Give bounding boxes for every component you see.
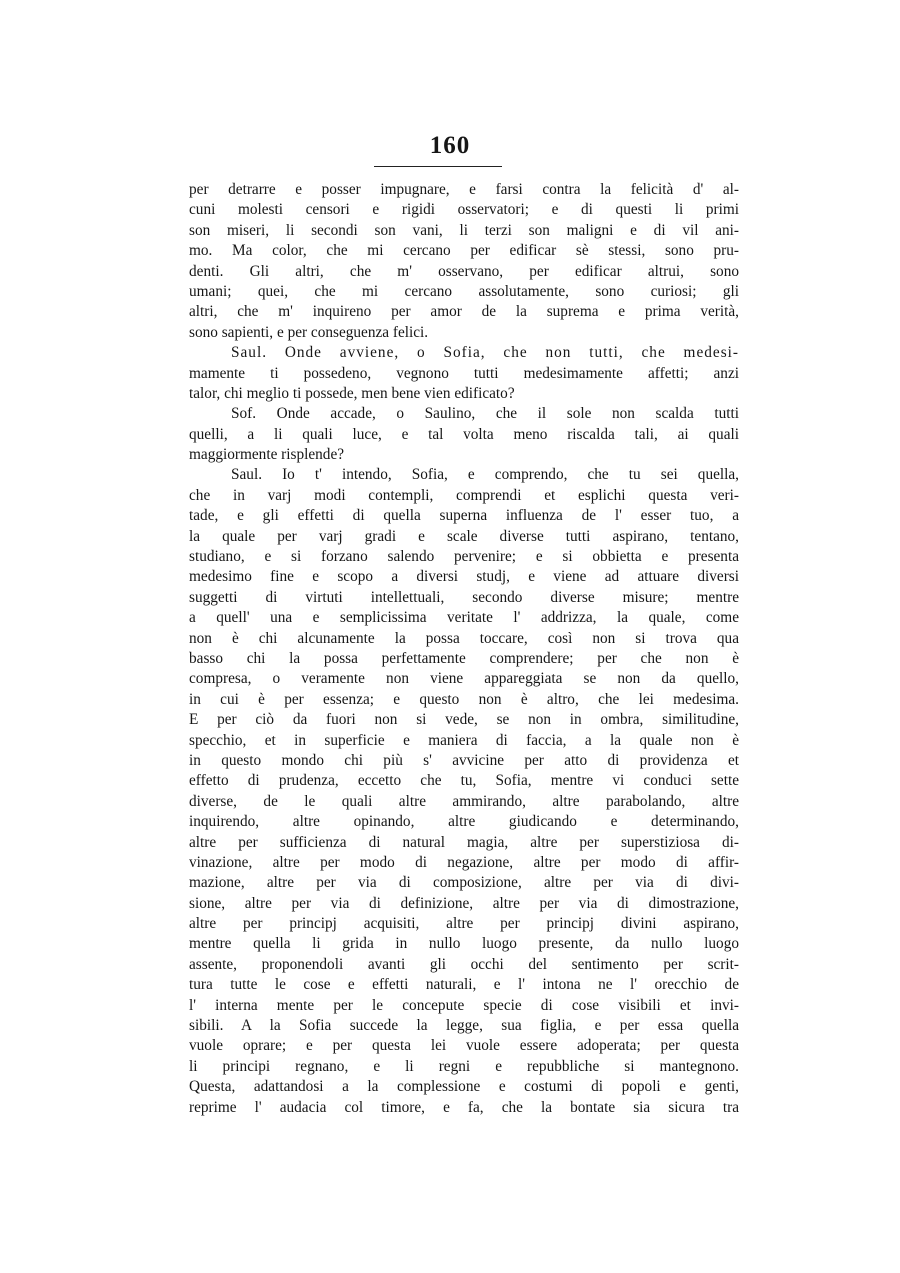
text-line: non è chi alcunamente la possa toccare, così non si trova qua	[189, 629, 739, 647]
text-line: sione, altre per via di definizione, altre per via di dimostrazione,	[189, 894, 739, 912]
text-line: maggiormente risplende?	[189, 446, 345, 464]
text-line: E per ciò da fuori non si vede, se non in ombra, similitudine,	[189, 711, 739, 729]
text-line: tura tutte le cose e effetti naturali, e l' intona ne l' orecchio de	[189, 976, 739, 994]
text-line: la quale per varj gradi e scale diverse tutti aspirano, tentano,	[189, 527, 739, 545]
text-line: studiano, e si forzano salendo pervenire; e si obbietta e presenta	[189, 548, 739, 566]
speaker-line: Sof. Onde accade, o Saulino, che il sole non scalda tutti	[231, 405, 739, 423]
text-line: sono sapienti, e per conseguenza felici.	[189, 323, 429, 341]
text-line: quelli, a li quali luce, e tal volta meno riscalda tali, ai quali	[189, 425, 739, 443]
body-text	[189, 180, 739, 1118]
text-line: vinazione, altre per modo di negazione, altre per modo di affir-	[189, 853, 739, 871]
text-line: sibili. A la Sofia succede la legge, sua figlia, e per essa quella	[189, 1017, 739, 1035]
text-line: l' interna mente per le concepute specie di cose visibili et invi-	[189, 996, 739, 1014]
text-line: medesimo fine e scopo a diversi studj, e viene ad attuare diversi	[189, 568, 739, 586]
text-line: suggetti di virtuti intellettuali, secondo diverse misure; mentre	[189, 588, 739, 606]
text-line: diverse, de le quali altre ammirando, altre parabolando, altre	[189, 792, 739, 810]
text-line: in cui è per essenza; e questo non è altro, che lei medesima.	[189, 690, 739, 708]
text-line: altre per sufficienza di natural magia, altre per superstiziosa di-	[189, 833, 739, 851]
text-line: altre per principj acquisiti, altre per principj divini aspirano,	[189, 915, 739, 933]
text-line: in questo mondo chi più s' avvicine per atto di providenza et	[189, 751, 739, 769]
text-line: compresa, o veramente non viene appareggiata se non da quello,	[189, 670, 739, 688]
text-line: son miseri, li secondi son vani, li terzi son maligni e di vil ani-	[189, 221, 739, 239]
text-line: specchio, et in superficie e maniera di faccia, a la quale non è	[189, 731, 739, 749]
text-line: effetto di prudenza, eccetto che tu, Sofia, mentre vi conduci sette	[189, 772, 739, 790]
text-line: reprime l' audacia col timore, e fa, che la bontate sia sicura tra	[189, 1098, 739, 1116]
speaker-line: Saul. Onde avviene, o Sofia, che non tutti, che medesi-	[231, 344, 739, 362]
text-line: mentre quella li grida in nullo luogo presente, da nullo luogo	[189, 935, 739, 953]
page-number: 160	[429, 132, 471, 159]
text-line: che in varj modi contempli, comprendi et esplichi questa veri-	[189, 486, 739, 504]
text-line: Questa, adattandosi a la complessione e costumi di popoli e genti,	[189, 1078, 739, 1096]
text-line: mazione, altre per via di composizione, altre per via di divi-	[189, 874, 739, 892]
text-line: vuole oprare; e per questa lei vuole essere adoperata; per questa	[189, 1037, 739, 1055]
text-line: per detrarre e posser impugnare, e farsi contra la felicità d' al-	[189, 181, 739, 198]
text-line: inquirendo, altre opinando, altre giudicando e determinando,	[189, 813, 739, 831]
page-number-rule	[374, 166, 502, 167]
text-line: basso chi la possa perfettamente comprendere; per che non è	[189, 649, 739, 667]
text-line: mamente ti possedeno, vegnono tutti medesimamente affetti; anzi	[189, 364, 739, 382]
text-line: cuni molesti censori e rigidi osservatori; e di questi li primi	[189, 201, 739, 219]
text-line: a quell' una e semplicissima veritate l' addrizza, la quale, come	[189, 609, 739, 627]
text-line: altri, che m' inquireno per amor de la suprema e prima verità,	[189, 303, 739, 321]
text-line: li principi regnano, e li regni e repubbliche si mantegnono.	[189, 1057, 739, 1075]
speaker-line: Saul. Io t' intendo, Sofia, e comprendo, che tu sei quella,	[231, 466, 739, 484]
text-line: assente, proponendoli avanti gli occhi del sentimento per scrit-	[189, 955, 739, 973]
text-line: denti. Gli altri, che m' osservano, per edificar altrui, sono	[189, 262, 739, 280]
text-line: mo. Ma color, che mi cercano per edificar sè stessi, sono pru-	[189, 242, 739, 260]
text-line: tade, e gli effetti di quella superna influenza de l' esser tuo, a	[189, 507, 739, 525]
text-line: umani; quei, che mi cercano assolutamente, sono curiosi; gli	[189, 282, 739, 300]
text-line: talor, chi meglio ti possede, men bene vien edificato?	[189, 384, 515, 402]
